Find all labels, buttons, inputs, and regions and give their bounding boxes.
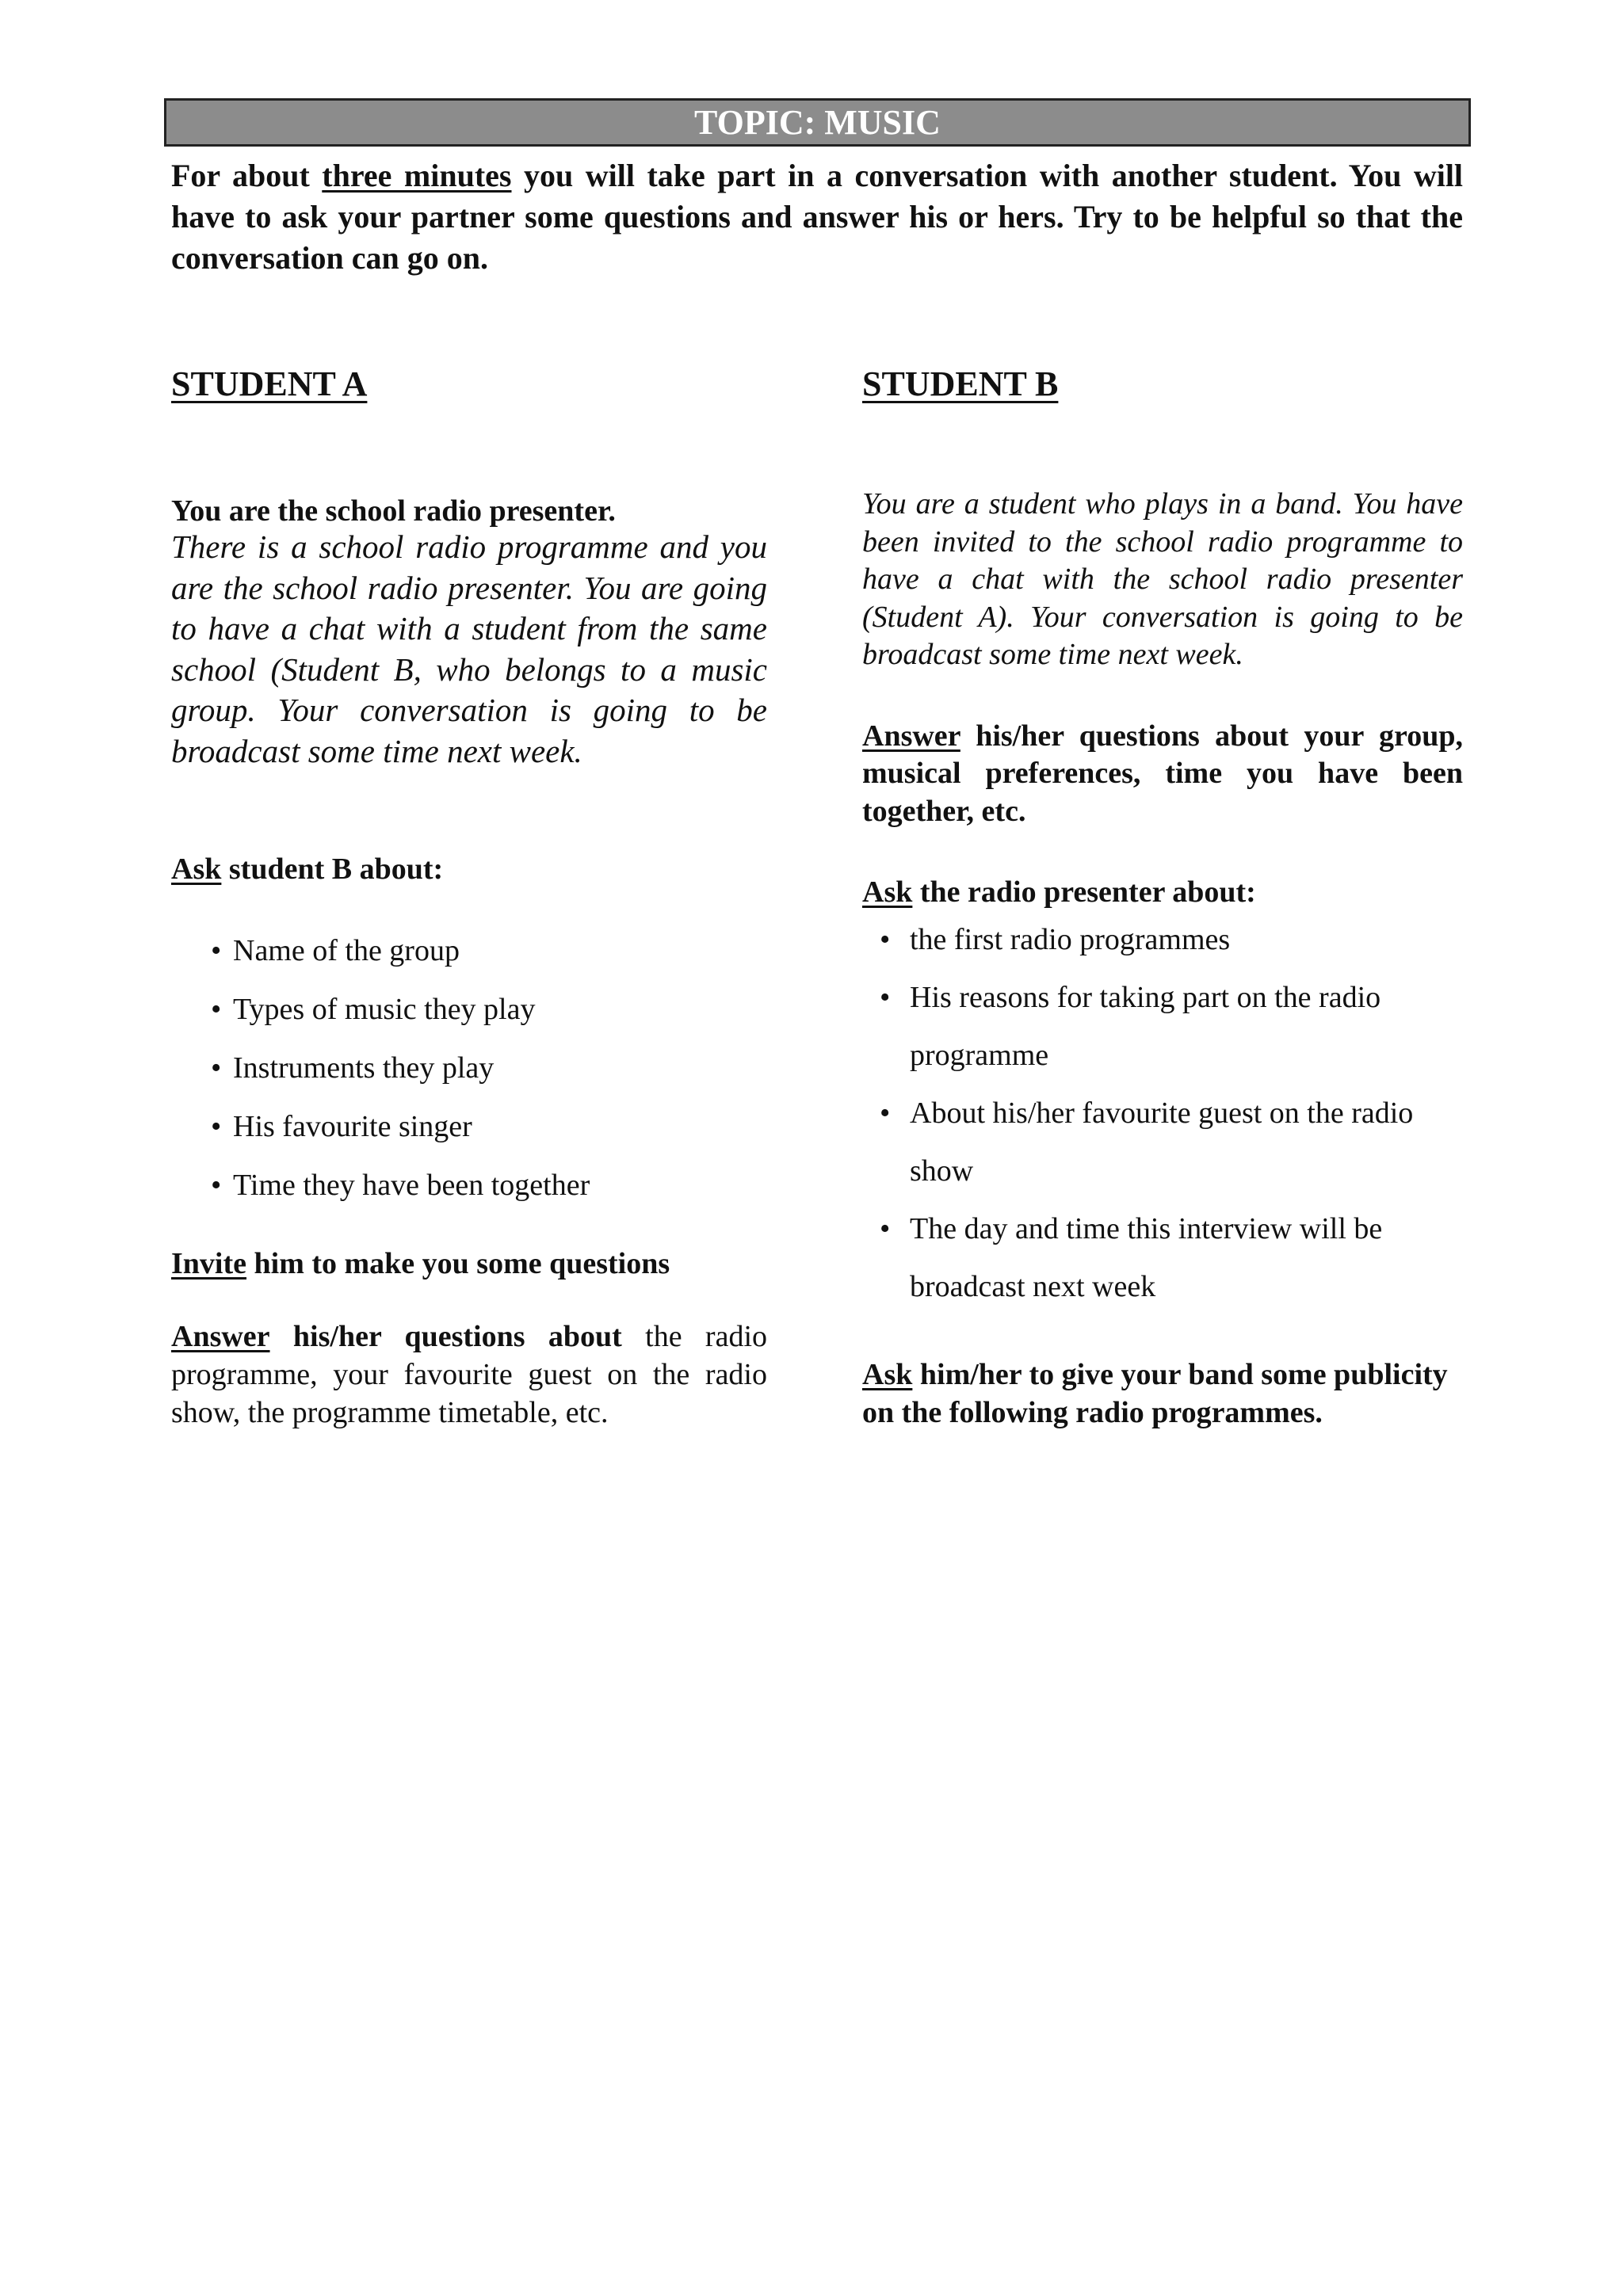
list-item: • Instruments they play [211, 1039, 767, 1097]
student-b-answer-verb: Answer [862, 719, 960, 753]
list-item: • Name of the group [211, 921, 767, 980]
student-b-column [862, 360, 1463, 1432]
student-a-answer-rest: the radio programme, your favourite guest on the radio show, the programme timetable, etc. [171, 1319, 768, 1429]
student-b-heading: STUDENT B [862, 364, 1059, 403]
student-a-role: You are the school radio presenter. [171, 494, 616, 528]
intro-duration: three minutes [322, 158, 512, 193]
student-b-answer-rest: his/her questions about your group, musical preferences, time you have been together, etc. [862, 719, 1463, 828]
student-a-invite-verb: Invite [171, 1246, 246, 1280]
student-a-question-list [171, 921, 767, 1215]
list-item: • Time they have been together [211, 1156, 767, 1215]
student-a-ask-verb: Ask [171, 852, 222, 886]
student-b-ask-instruction [862, 873, 1463, 911]
student-a-description: There is a school radio programme and you are the school radio presenter. You are going to have a chat with a student from the same school (Student B, who belongs to a music group. Your conversation is going to be broadcast some time next week. [171, 528, 767, 769]
student-a-answer-bold: his/her questions about [292, 1319, 622, 1353]
student-a-answer-verb: Answer [171, 1319, 270, 1353]
instructions-paragraph [171, 155, 1463, 279]
student-b-ask-rest: the radio presenter about: [919, 875, 1256, 909]
list-item: • His favourite singer [211, 1097, 767, 1156]
intro-text-after: you will take part in a conversation with another student. You will have to ask your partner some questions and answer his or hers. Try to be helpful so that the conversation can go on. [171, 158, 1464, 276]
student-a-invite-instruction [171, 1245, 767, 1283]
page-title: TOPIC: MUSIC [694, 103, 941, 142]
student-b-question-list [862, 911, 1463, 1316]
student-b-ask2-rest: him/her to give your band some publicity on the following radio programmes. [862, 1358, 1448, 1429]
student-a-column [171, 360, 767, 1432]
list-item: • Types of music they play [211, 980, 767, 1039]
list-item: • the first radio programmes [910, 911, 1463, 969]
student-b-publicity-instruction [862, 1356, 1463, 1432]
student-b-answer-instruction [862, 718, 1463, 831]
student-b-ask2-verb: Ask [862, 1358, 913, 1391]
list-item: • The day and time this interview will be broadcast next week [910, 1200, 1463, 1316]
student-b-ask-verb: Ask [862, 875, 913, 909]
student-a-heading: STUDENT A [171, 364, 368, 403]
student-a-answer-instruction [171, 1318, 767, 1432]
student-a-ask-rest: student B about: [228, 852, 444, 886]
list-item: • About his/her favourite guest on the radio show [910, 1085, 1463, 1200]
intro-text-before: For about [171, 158, 310, 193]
student-a-invite-rest: him to make you some questions [254, 1246, 670, 1280]
topic-title-bar [164, 98, 1471, 147]
student-b-description: You are a student who plays in a band. You have been invited to the school radio programme to have a chat with the school radio presenter (Student A). Your conversation is going to be broadcast some time next week. [862, 487, 1463, 671]
list-item: • His reasons for taking part on the radio programme [910, 969, 1463, 1085]
student-a-ask-instruction [171, 850, 767, 888]
